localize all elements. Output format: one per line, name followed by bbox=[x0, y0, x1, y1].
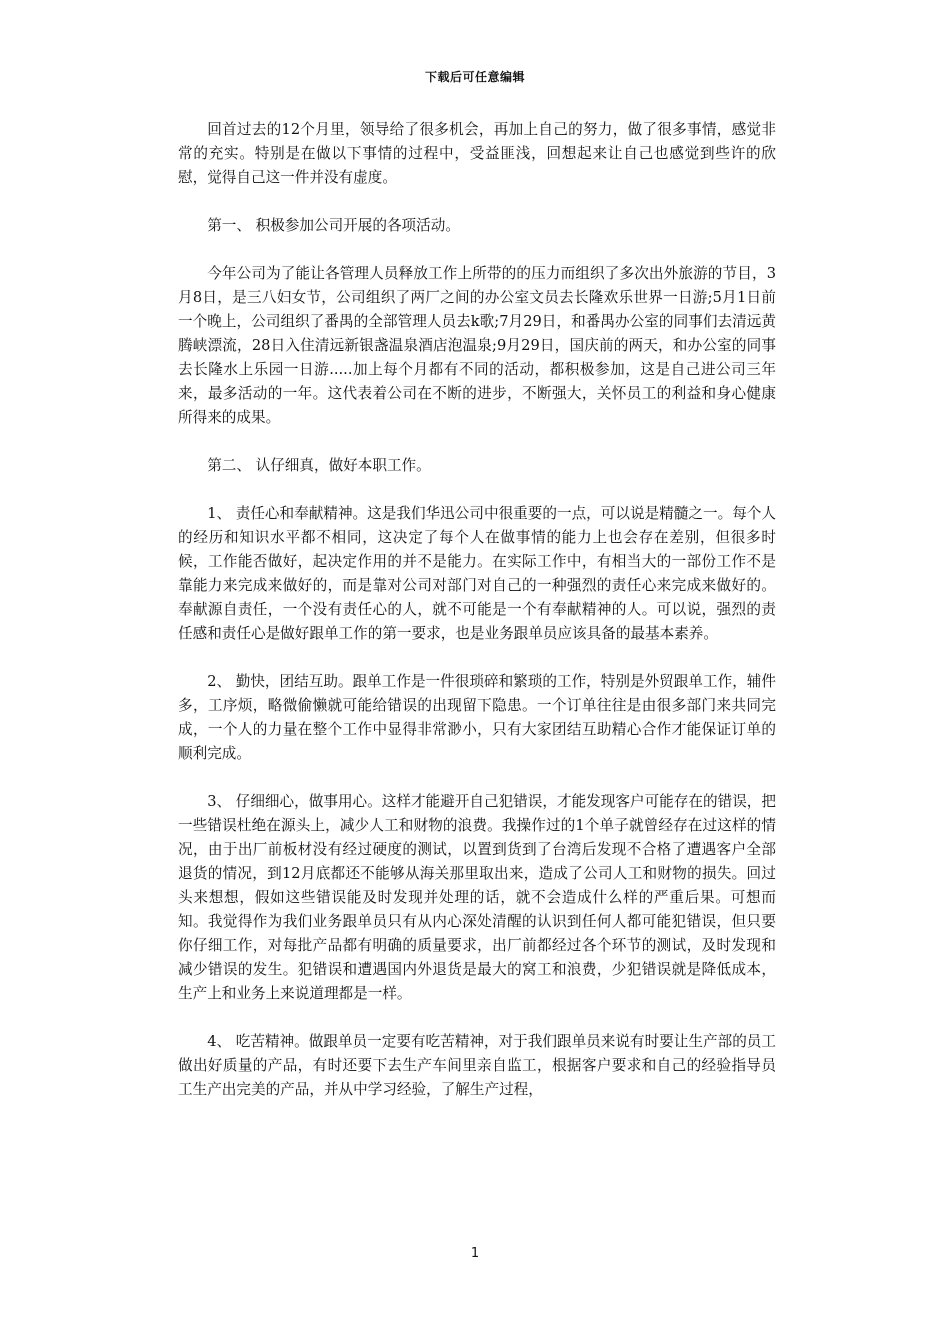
paragraph-intro: 回首过去的12个月里，领导给了很多机会，再加上自己的努力，做了很多事情，感觉非常的充实。特别是在做以下事情的过程中，受益匪浅，回想起来让自己也感觉到些许的欣慰，觉得自己这一件并没有虚度。 bbox=[178, 121, 776, 186]
header-note: 下载后可任意编辑 bbox=[424, 70, 525, 84]
paragraph-activities: 今年公司为了能让各管理人员释放工作上所带的的压力而组织了多次出外旅游的节目，3月8日，是三八妇女节，公司组织了两厂之间的办公室文员去长隆欢乐世界一日游;5月1日前一个晚上，公司组织了番禺的全部管理人员去k歌;7月29日，和番禺办公室的同事们去清远黄腾峡漂流，28日入住清远新银盏温泉酒店泡温泉;9月29日，国庆前的两天，和办公室的同事去长隆水上乐园一日游.....加上每个月都有不同的活动，都积极参加，这是自己进公司三年来，最多活动的一年。这代表着公司在不断的进步，不断强大，关怀员工的利益和身心健康所得来的成果。 bbox=[178, 265, 776, 426]
section-heading-1: 第一、 积极参加公司开展的各项活动。 bbox=[207, 217, 460, 234]
paragraph-point-4: 4、 吃苦精神。做跟单员一定要有吃苦精神，对于我们跟单员来说有时要让生产部的员工做出好质量的产品，有时还要下去生产车间里亲自监工，根据客户要求和自己的经验指导员工生产出完美的产品，并从中学习经验，了解生产过程， bbox=[178, 1033, 776, 1098]
paragraph-point-2: 2、 勤快，团结互助。跟单工作是一件很琐碎和繁琐的工作，特别是外贸跟单工作，辅件多，工序烦，略微偷懒就可能给错误的出现留下隐患。一个订单往往是由很多部门来共同完成，一个人的力量在整个工作中显得非常渺小，只有大家团结互助精心合作才能保证订单的顺利完成。 bbox=[178, 673, 776, 762]
section-heading-2: 第二、 认仔细真，做好本职工作。 bbox=[207, 457, 431, 474]
paragraph-point-1: 1、 责任心和奉献精神。这是我们华迅公司中很重要的一点，可以说是精髓之一。每个人的经历和知识水平都不相同，这决定了每个人在做事情的能力上也会存在差别，但很多时候，工作能否做好，起决定作用的并不是能力。在实际工作中，有相当大的一部份工作不是靠能力来完成来做好的，而是靠对公司对部门对自己的一种强烈的责任心来完成来做好的。奉献源自责任，一个没有责任心的人，就不可能是一个有奉献精神的人。可以说，强烈的责任感和责任心是做好跟单工作的第一要求，也是业务跟单员应该具备的最基本素养。 bbox=[178, 505, 776, 642]
document-body bbox=[178, 118, 776, 1126]
page-number: 1 bbox=[470, 1246, 480, 1261]
paragraph-point-3: 3、 仔细细心，做事用心。这样才能避开自己犯错误，才能发现客户可能存在的错误，把一些错误杜绝在源头上，减少人工和财物的浪费。我操作过的1个单子就曾经存在过这样的情况，由于出厂前板材没有经过硬度的测试，以置到货到了台湾后发现不合格了遭遇客户全部退货的情况，到12月底都还不能够从海关那里取出来，造成了公司人工和财物的损失。回过头来想想，假如这些错误能及时发现并处理的话，就不会造成什么样的严重后果。可想而知。我觉得作为我们业务跟单员只有从内心深处清醒的认识到任何人都可能犯错误，但只要你仔细工作，对每批产品都有明确的质量要求，出厂前都经过各个环节的测试，及时发现和减少错误的发生。犯错误和遭遇国内外退货是最大的窝工和浪费，少犯错误就是降低成本，生产上和业务上来说道理都是一样。 bbox=[178, 793, 776, 1002]
